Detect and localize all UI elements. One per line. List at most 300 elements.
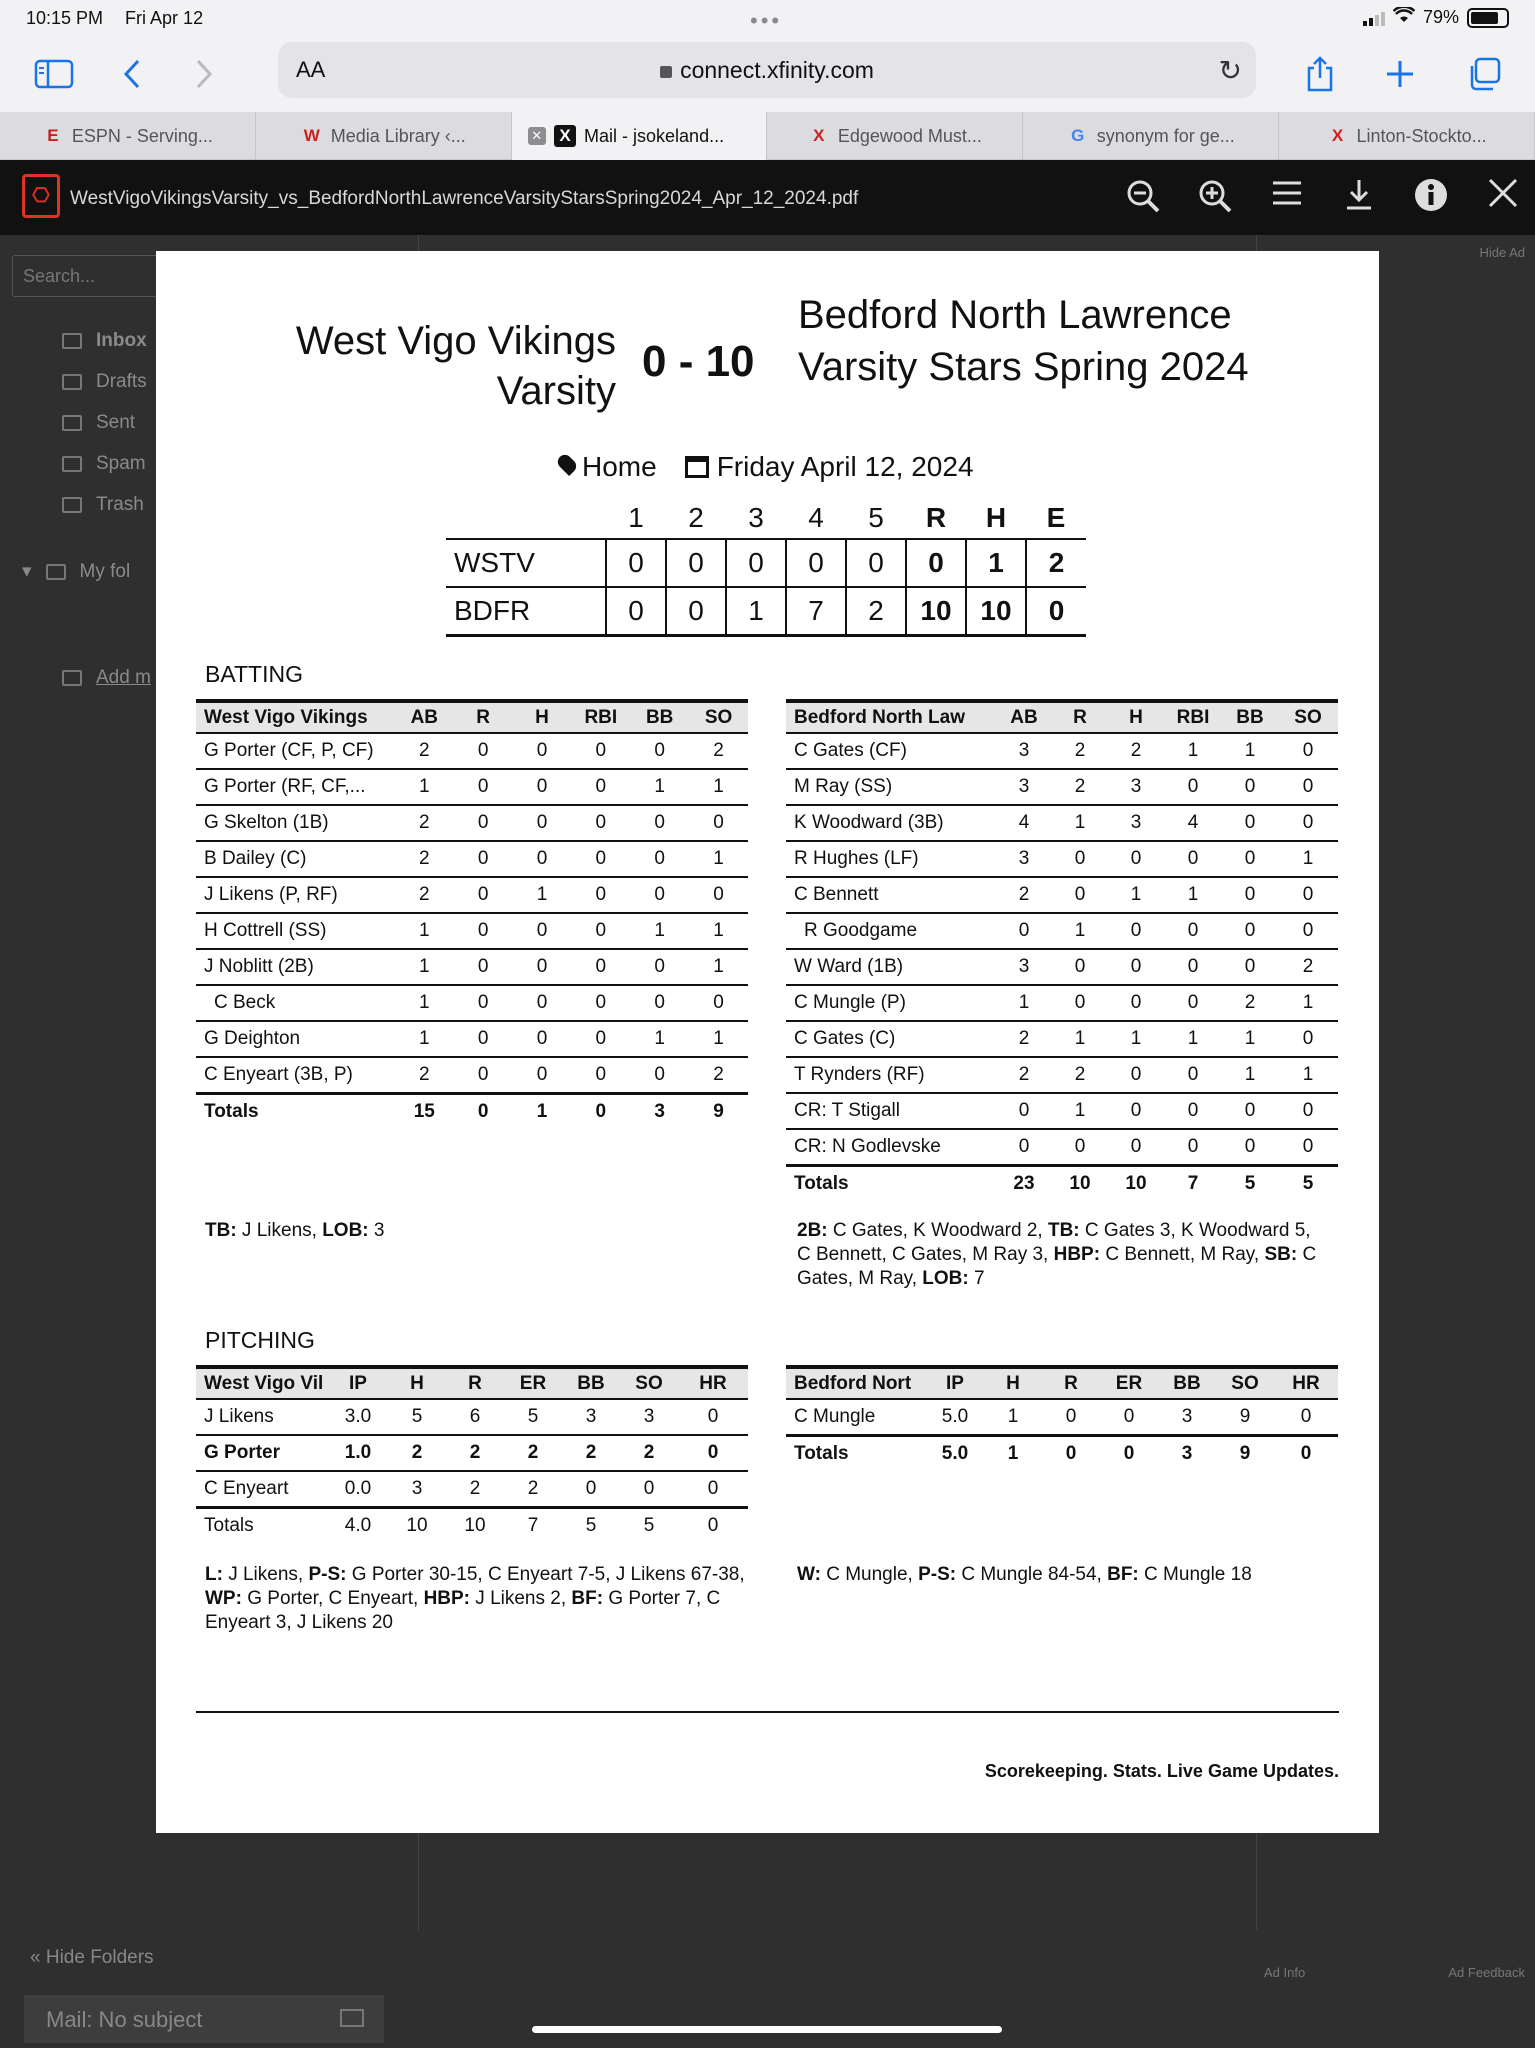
stat-value: 1: [1222, 1057, 1278, 1093]
table-row: [196, 733, 748, 769]
inbox-icon: [62, 333, 82, 349]
stat-value: 0: [571, 985, 630, 1021]
note-key: L:: [205, 1564, 223, 1585]
note-value: J Likens,: [236, 1220, 323, 1241]
stat-value: 1: [689, 1021, 748, 1057]
player-name: B Dailey (C): [196, 841, 395, 877]
tab-linton[interactable]: X Linton-Stockto...: [1279, 112, 1535, 160]
stat-value: 0: [1222, 1129, 1278, 1165]
stat-value: 2: [1052, 769, 1108, 805]
reload-icon[interactable]: ↻: [1218, 55, 1242, 86]
stat-value: 0: [1108, 1093, 1164, 1129]
location-pin-icon: [555, 452, 579, 476]
player-name: J Noblitt (2B): [196, 949, 395, 985]
stat-value: 2: [996, 877, 1052, 913]
note-value: J Likens,: [222, 1564, 309, 1585]
table-row: [786, 877, 1338, 913]
stat-value: 0: [1278, 1129, 1338, 1165]
total-value: 7: [504, 1507, 562, 1543]
battery-percent: 79%: [1422, 7, 1459, 27]
stat-value: 1: [395, 769, 454, 805]
total-value: 5: [1278, 1165, 1338, 1201]
stat-value: 3: [620, 1399, 678, 1435]
stat-value: 2: [996, 1021, 1052, 1057]
player-name: C Gates (CF): [786, 733, 996, 769]
note-key: TB:: [205, 1220, 237, 1241]
inning-header: 1: [628, 501, 644, 533]
stat-value: 2: [395, 805, 454, 841]
stat-value: 1: [630, 769, 689, 805]
stat-value: 0: [1100, 1399, 1158, 1435]
share-icon[interactable]: [1296, 50, 1344, 98]
stat-value: 0: [1108, 949, 1164, 985]
home-indicator[interactable]: [532, 2026, 1002, 2033]
ad-info-link[interactable]: Ad Info: [1264, 1965, 1306, 1980]
player-name: G Deighton: [196, 1021, 395, 1057]
stat-value: 1: [630, 913, 689, 949]
stat-column-header: R: [1052, 701, 1108, 733]
stat-value: 2: [562, 1435, 620, 1471]
stat-value: 0: [571, 1057, 630, 1093]
note-value: C Mungle,: [820, 1564, 919, 1585]
pitching-notes-away: [205, 1563, 750, 1635]
stat-value: 0: [1222, 769, 1278, 805]
note-key: P-S:: [308, 1564, 347, 1585]
footer-divider: [196, 1711, 1339, 1713]
stat-value: 0: [678, 1399, 748, 1435]
totals-row: [786, 1435, 1338, 1471]
stat-value: 0: [689, 805, 748, 841]
stat-value: 1: [395, 985, 454, 1021]
batting-table-away: [196, 699, 748, 1129]
stat-value: 0: [1278, 877, 1338, 913]
stat-column-header: SO: [1278, 701, 1338, 733]
address-bar[interactable]: [278, 42, 1256, 98]
player-name: J Likens: [196, 1399, 328, 1435]
total-value: 9: [689, 1093, 748, 1129]
stat-value: 0: [571, 769, 630, 805]
stat-value: 0: [513, 733, 572, 769]
player-name: C Beck: [196, 985, 395, 1021]
back-icon[interactable]: [108, 50, 156, 98]
stat-value: 0: [1164, 1093, 1222, 1129]
stat-value: 0: [513, 769, 572, 805]
stat-column-header: H: [984, 1367, 1042, 1399]
info-icon[interactable]: [1411, 178, 1451, 218]
table-row: [196, 769, 748, 805]
stat-value: 0: [1108, 985, 1164, 1021]
away-team-name: West Vigo Vikings Varsity: [295, 319, 616, 413]
team-column-header: West Vigo Vil: [196, 1367, 328, 1399]
tab-synonym[interactable]: G synonym for ge...: [1023, 112, 1279, 160]
table-header-row: [786, 1367, 1338, 1399]
stat-column-header: BB: [630, 701, 689, 733]
stat-value: 5.0: [926, 1399, 984, 1435]
spam-icon: [62, 456, 82, 472]
note-key: W:: [797, 1564, 821, 1585]
inning-header: 5: [868, 501, 884, 533]
stat-value: 0: [630, 877, 689, 913]
hide-folders-link[interactable]: « Hide Folders: [30, 1947, 154, 1968]
folder-inbox[interactable]: Inbox: [62, 330, 147, 352]
stat-value: 3: [388, 1471, 446, 1507]
status-date: Fri Apr 12: [125, 7, 204, 28]
stat-value: 0: [1108, 841, 1164, 877]
batting-table-home: [786, 699, 1338, 1201]
reader-options-button[interactable]: AA: [296, 57, 326, 82]
stat-value: 6: [446, 1399, 504, 1435]
new-tab-icon[interactable]: [1376, 50, 1424, 98]
note-value: G Porter 30-15, C Enyeart 7-5, J Likens 67-38,: [346, 1564, 750, 1585]
total-value: 1: [984, 1435, 1042, 1471]
stat-value: 0.0: [328, 1471, 388, 1507]
stat-value: 0: [1052, 1129, 1108, 1165]
stat-value: 2: [446, 1471, 504, 1507]
stat-value: 0: [513, 985, 572, 1021]
inning-score: 2: [846, 587, 906, 635]
stat-value: 0: [630, 1057, 689, 1093]
tab-edgewood[interactable]: X Edgewood Must...: [767, 112, 1023, 160]
table-row: [786, 1093, 1338, 1129]
note-value: J Likens 2,: [470, 1588, 572, 1609]
player-name: T Rynders (RF): [786, 1057, 996, 1093]
stat-value: 0: [1164, 913, 1222, 949]
stat-value: 2: [395, 1057, 454, 1093]
footer-tagline: Scorekeeping. Stats. Live Game Updates.: [984, 1761, 1339, 1781]
stat-value: 1: [996, 985, 1052, 1021]
table-row: [196, 949, 748, 985]
stat-value: 0: [1222, 841, 1278, 877]
stat-value: 3: [1158, 1399, 1216, 1435]
google-favicon-icon: G: [1071, 126, 1085, 145]
table-row: [196, 877, 748, 913]
stat-column-header: SO: [689, 701, 748, 733]
pitching-title: PITCHING: [205, 1327, 315, 1353]
player-name: G Porter: [196, 1435, 328, 1471]
team-column-header: Bedford North Law: [786, 701, 996, 733]
stat-value: 2: [504, 1471, 562, 1507]
stat-value: 1: [689, 949, 748, 985]
my-folders[interactable]: ▾ My fol: [22, 560, 131, 582]
player-name: C Mungle (P): [786, 985, 996, 1021]
hits-header: H: [985, 501, 1007, 533]
table-row: [196, 1399, 748, 1435]
stat-column-header: HR: [1274, 1367, 1338, 1399]
stat-value: 0: [689, 985, 748, 1021]
note-key: P-S:: [918, 1564, 957, 1585]
ad-feedback-link[interactable]: Ad Feedback: [1448, 1965, 1525, 1980]
stat-value: 0: [1108, 1057, 1164, 1093]
inning-header: 2: [688, 501, 704, 533]
inning-header: 4: [808, 501, 824, 533]
stat-value: 0: [1278, 913, 1338, 949]
note-key: BF:: [571, 1588, 604, 1609]
url-text: connect.xfinity.com: [680, 56, 874, 83]
stat-column-header: R: [1042, 1367, 1100, 1399]
total-value: 10: [1052, 1165, 1108, 1201]
status-time: 10:15 PM: [26, 7, 104, 28]
table-row: [786, 1129, 1338, 1165]
stat-value: 1: [1278, 985, 1338, 1021]
stat-column-header: SO: [1216, 1367, 1274, 1399]
player-name: CR: N Godlevske: [786, 1129, 996, 1165]
player-name: G Porter (RF, CF,...: [196, 769, 395, 805]
stat-column-header: BB: [1222, 701, 1278, 733]
stat-value: 3: [996, 949, 1052, 985]
stat-value: 1: [513, 877, 572, 913]
stat-value: 1: [1222, 1021, 1278, 1057]
inning-score: 0: [846, 539, 906, 587]
stat-column-header: H: [513, 701, 572, 733]
stat-value: 0: [630, 733, 689, 769]
player-name: W Ward (1B): [786, 949, 996, 985]
note-value: G Porter 7, C Enyeart 3, J Likens 20: [205, 1588, 726, 1633]
total-value: 15: [395, 1093, 454, 1129]
stat-value: 9: [1216, 1399, 1274, 1435]
player-name: J Likens (P, RF): [196, 877, 395, 913]
totals-label: Totals: [786, 1435, 926, 1471]
stat-value: 0: [1222, 913, 1278, 949]
stat-value: 2: [1108, 733, 1164, 769]
totals-row: [196, 1093, 748, 1129]
status-bar: [0, 0, 1535, 36]
stat-value: 5: [388, 1399, 446, 1435]
stat-value: 2: [395, 841, 454, 877]
totals-label: Totals: [196, 1507, 328, 1543]
stat-value: 2: [446, 1435, 504, 1471]
add-folder-link[interactable]: Add m: [62, 667, 151, 689]
stat-value: 1: [1108, 877, 1164, 913]
stat-value: 1: [689, 913, 748, 949]
battery-icon: [1467, 8, 1509, 28]
stat-value: 1: [1052, 1021, 1108, 1057]
stat-value: 0: [571, 805, 630, 841]
total-value: 23: [996, 1165, 1052, 1201]
totals-row: [786, 1165, 1338, 1201]
folder-icon: [46, 564, 66, 580]
stat-value: 4: [1164, 805, 1222, 841]
home-team-name: Bedford North Lawrence Varsity Stars Spring 2024: [798, 293, 1249, 389]
stat-value: 0: [689, 877, 748, 913]
stat-value: 1: [395, 949, 454, 985]
stat-value: 1: [1164, 1021, 1222, 1057]
stat-value: 0: [1052, 949, 1108, 985]
stat-value: 0: [996, 1093, 1052, 1129]
stat-value: 0: [454, 733, 513, 769]
stat-value: 2: [1052, 1057, 1108, 1093]
stat-value: 0: [1164, 841, 1222, 877]
player-name: C Bennett: [786, 877, 996, 913]
hits-total: 10: [966, 587, 1026, 635]
close-tab-icon[interactable]: ✕: [528, 127, 546, 145]
team-column-header: West Vigo Vikings: [196, 701, 395, 733]
note-value: C Gates 3, K Woodward 5, C Bennett, C Gates, M Ray 3,: [797, 1220, 1316, 1265]
stat-value: 1: [1278, 841, 1338, 877]
stat-value: 0: [571, 913, 630, 949]
stat-column-header: HR: [678, 1367, 748, 1399]
table-row: [196, 913, 748, 949]
stat-value: 1: [984, 1399, 1042, 1435]
inning-header: 3: [748, 501, 764, 533]
note-key: WP:: [205, 1588, 242, 1609]
zoom-in-icon[interactable]: [1195, 178, 1235, 218]
sidebar-toggle-icon[interactable]: [30, 50, 78, 98]
stat-value: 1: [1108, 1021, 1164, 1057]
stat-value: 1: [395, 913, 454, 949]
stat-column-header: R: [446, 1367, 504, 1399]
stat-value: 2: [689, 1057, 748, 1093]
stat-value: 0: [630, 841, 689, 877]
close-icon[interactable]: [1483, 178, 1523, 218]
stat-value: 2: [395, 733, 454, 769]
pitching-table-home: [786, 1365, 1338, 1471]
total-value: 0: [1042, 1435, 1100, 1471]
mail-icon: [62, 670, 82, 686]
trash-icon: [62, 497, 82, 513]
stat-value: 0: [996, 913, 1052, 949]
stat-column-header: BB: [562, 1367, 620, 1399]
stat-column-header: ER: [1100, 1367, 1158, 1399]
player-name: C Enyeart: [196, 1471, 328, 1507]
table-row: [786, 985, 1338, 1021]
stat-value: 0: [678, 1471, 748, 1507]
tab-media-library[interactable]: W Media Library ‹...: [256, 112, 512, 160]
maximize-icon[interactable]: [340, 2009, 364, 2027]
stat-value: 3.0: [328, 1399, 388, 1435]
note-value: C Bennett, M Ray,: [1100, 1244, 1265, 1265]
drafts-icon: [62, 374, 82, 390]
folder-drafts[interactable]: Drafts: [62, 371, 147, 393]
stat-value: 0: [454, 769, 513, 805]
stat-value: 0: [1278, 1021, 1338, 1057]
player-name: C Enyeart (3B, P): [196, 1057, 395, 1093]
stat-value: 0: [454, 805, 513, 841]
multitask-dots-icon[interactable]: •••: [750, 8, 783, 33]
stat-value: 0: [1164, 1057, 1222, 1093]
table-row: [786, 805, 1338, 841]
stat-value: 2: [996, 1057, 1052, 1093]
hide-ad-link[interactable]: Hide Ad: [1479, 245, 1525, 260]
totals-label: Totals: [786, 1165, 996, 1201]
stat-value: 1: [1164, 877, 1222, 913]
stat-value: 0: [1164, 949, 1222, 985]
team-abbr: WSTV: [446, 539, 606, 587]
total-value: 0: [1274, 1435, 1338, 1471]
stat-value: 0: [1222, 1093, 1278, 1129]
player-name: G Skelton (1B): [196, 805, 395, 841]
stat-value: 0: [513, 1057, 572, 1093]
note-value: G Porter, C Enyeart,: [241, 1588, 424, 1609]
stat-value: 4: [996, 805, 1052, 841]
stat-value: 1: [1278, 1057, 1338, 1093]
stat-value: 2: [620, 1435, 678, 1471]
x-favicon-icon: X: [813, 126, 825, 145]
stat-value: 0: [513, 913, 572, 949]
folder-sent[interactable]: Sent: [62, 412, 135, 434]
tab-espn[interactable]: E ESPN - Serving...: [0, 112, 256, 160]
stat-value: 0: [1222, 949, 1278, 985]
runs-total: 10: [906, 587, 966, 635]
cellular-signal-icon: [1363, 10, 1385, 26]
stat-value: 0: [454, 1057, 513, 1093]
chevron-down-icon: ▾: [22, 561, 32, 582]
inning-score: 7: [786, 587, 846, 635]
tab-overview-icon[interactable]: [1460, 50, 1508, 98]
pdf-filename: WestVigoVikingsVarsity_vs_BedfordNorthLawrenceVarsityStarsSpring2024_Apr_12_2024.pdf: [70, 188, 859, 209]
browser-toolbar: [0, 36, 1535, 112]
stat-value: 3: [996, 769, 1052, 805]
table-header-row: [196, 701, 748, 733]
inning-score: 0: [606, 539, 666, 587]
stat-value: 0: [571, 733, 630, 769]
team-column-header: Bedford Nort: [786, 1367, 926, 1399]
total-value: 0: [1100, 1435, 1158, 1471]
menu-icon[interactable]: [1267, 178, 1307, 218]
zoom-out-icon[interactable]: [1123, 178, 1163, 218]
total-value: 1: [513, 1093, 572, 1129]
folder-trash[interactable]: Trash: [62, 494, 144, 516]
wifi-icon: [1393, 7, 1415, 28]
total-value: 5: [1222, 1165, 1278, 1201]
player-name: R Hughes (LF): [786, 841, 996, 877]
stat-value: 0: [571, 877, 630, 913]
stat-value: 0: [620, 1471, 678, 1507]
stat-column-header: IP: [926, 1367, 984, 1399]
stat-value: 0: [1278, 733, 1338, 769]
table-row: [786, 733, 1338, 769]
stat-value: 0: [571, 949, 630, 985]
compose-minimized[interactable]: Mail: No subject: [24, 1995, 384, 2043]
stat-value: 5: [504, 1399, 562, 1435]
player-name: C Mungle: [786, 1399, 926, 1435]
stat-value: 0: [630, 805, 689, 841]
table-row: [786, 1399, 1338, 1435]
note-key: TB:: [1047, 1220, 1080, 1241]
note-key: HBP:: [423, 1588, 471, 1609]
table-row: [196, 841, 748, 877]
total-value: 10: [388, 1507, 446, 1543]
stat-value: 0: [1222, 877, 1278, 913]
total-value: 0: [454, 1093, 513, 1129]
download-icon[interactable]: [1339, 178, 1379, 218]
stat-value: 0: [513, 1021, 572, 1057]
forward-icon[interactable]: [180, 50, 228, 98]
game-location: Home: [582, 451, 657, 482]
player-name: R Goodgame: [786, 913, 996, 949]
total-value: 3: [1158, 1435, 1216, 1471]
folder-spam[interactable]: Spam: [62, 453, 146, 475]
stat-value: 1: [1052, 805, 1108, 841]
note-value: 7: [968, 1268, 985, 1289]
inning-score: 0: [666, 539, 726, 587]
total-value: 10: [1108, 1165, 1164, 1201]
inning-score: 1: [726, 587, 786, 635]
stat-value: 0: [1052, 841, 1108, 877]
note-key: 2B:: [797, 1220, 828, 1241]
pitching-table-away: [196, 1365, 748, 1543]
mail-search-input[interactable]: Search...: [12, 255, 192, 297]
stat-value: 0: [562, 1471, 620, 1507]
xfinity-favicon-icon: X: [554, 125, 576, 147]
stat-column-header: SO: [620, 1367, 678, 1399]
table-header-row: [196, 1367, 748, 1399]
stat-column-header: H: [388, 1367, 446, 1399]
totals-label: Totals: [196, 1093, 395, 1129]
stat-column-header: RBI: [1164, 701, 1222, 733]
tab-mail[interactable]: ✕ X Mail - jsokeland...: [512, 112, 768, 160]
note-value: 3: [368, 1220, 385, 1241]
table-row: [786, 913, 1338, 949]
